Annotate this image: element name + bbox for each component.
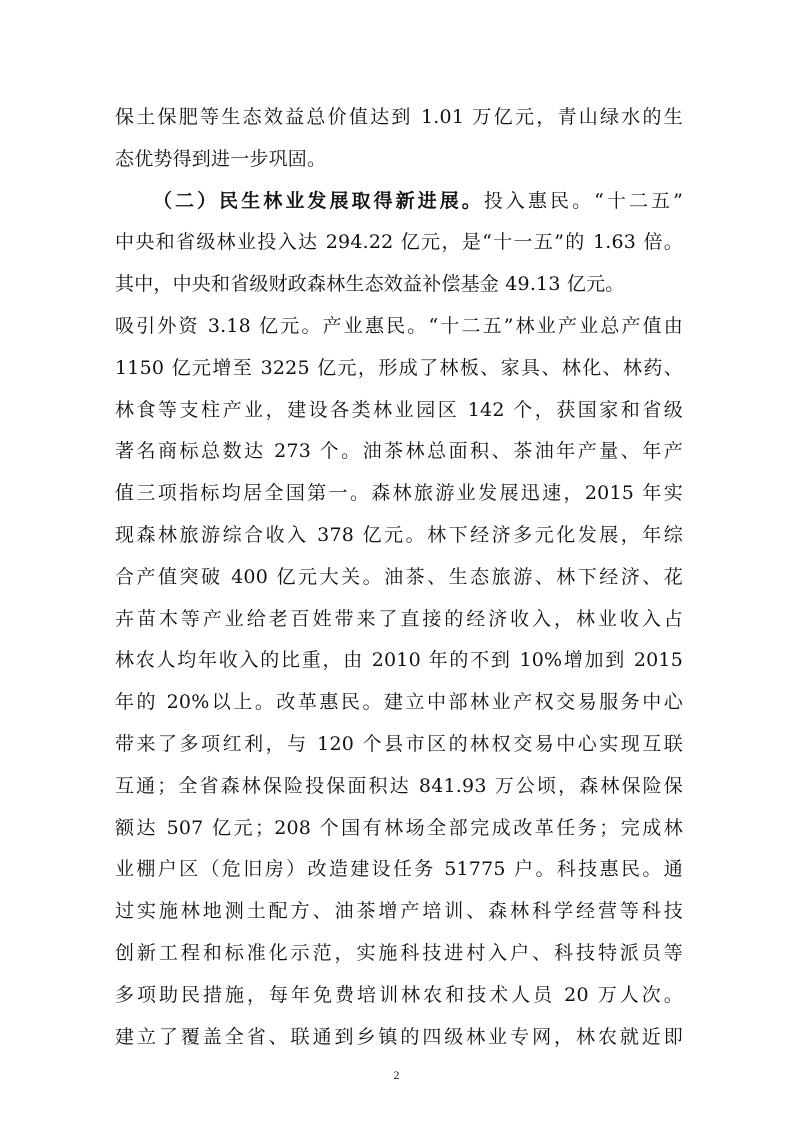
text-line: 互通；全省森林保险投保面积达 841.93 万公顷，森林保险保: [115, 774, 683, 797]
text-line: 著名商标总数达 273 个。油茶林总面积、茶油年产量、年产: [115, 440, 683, 463]
text-line: 1150 亿元增至 3225 亿元，形成了林板、家具、林化、林药、: [115, 356, 683, 379]
text-line: 额达 507 亿元；208 个国有林场全部完成改革任务；完成林: [115, 816, 683, 839]
text-line: 卉苗木等产业给老百姓带来了直接的经济收入，林业收入占: [115, 607, 683, 630]
text-line: 业棚户区（危旧房）改造建设任务 51775 户。科技惠民。通: [115, 858, 683, 881]
text-line: 年的 20%以上。改革惠民。建立中部林业产权交易服务中心: [115, 691, 683, 714]
text-line: 中央和省级林业投入达 294.22 亿元，是“十一五”的 1.63 倍。: [115, 231, 683, 254]
text-line: 现森林旅游综合收入 378 亿元。林下经济多元化发展，年综: [115, 523, 683, 546]
text-line: 态优势得到进一步巩固。: [115, 147, 327, 170]
text-line: 吸引外资 3.18 亿元。产业惠民。“十二五”林业产业总产值由: [115, 314, 683, 337]
section-heading-line: [115, 181, 683, 223]
page-number: 2: [393, 1068, 400, 1082]
text-line: 值三项指标均居全国第一。森林旅游业发展迅速，2015 年实: [115, 482, 683, 505]
text-line: 带来了多项红利，与 120 个县市区的林权交易中心实现互联: [115, 732, 683, 755]
text-line: 多项助民措施，每年免费培训林农和技术人员 20 万人次。: [115, 983, 683, 1006]
body-text: [115, 97, 683, 1058]
section-heading: （二）民生林业发展取得新进展。: [153, 189, 484, 212]
text-line: 其中，中央和省级财政森林生态效益补偿基金 49.13 亿元。: [115, 273, 625, 296]
text-line: 创新工程和标准化示范，实施科技进村入户、科技特派员等: [115, 941, 683, 964]
section-heading-continuation: 投入惠民。“十二五”: [483, 189, 683, 212]
text-line: 过实施林地测土配方、油茶增产培训、森林科学经营等科技: [115, 900, 683, 923]
text-line: 林食等支柱产业，建设各类林业园区 142 个，获国家和省级: [115, 398, 683, 421]
text-line: 林农人均年收入的比重，由 2010 年的不到 10%增加到 2015: [115, 649, 683, 672]
text-line: 建立了覆盖全省、联通到乡镇的四级林业专网，林农就近即: [115, 1025, 683, 1048]
text-line: 保土保肥等生态效益总价值达到 1.01 万亿元，青山绿水的生: [115, 106, 683, 128]
text-line: 合产值突破 400 亿元大关。油茶、生态旅游、林下经济、花: [115, 565, 683, 588]
